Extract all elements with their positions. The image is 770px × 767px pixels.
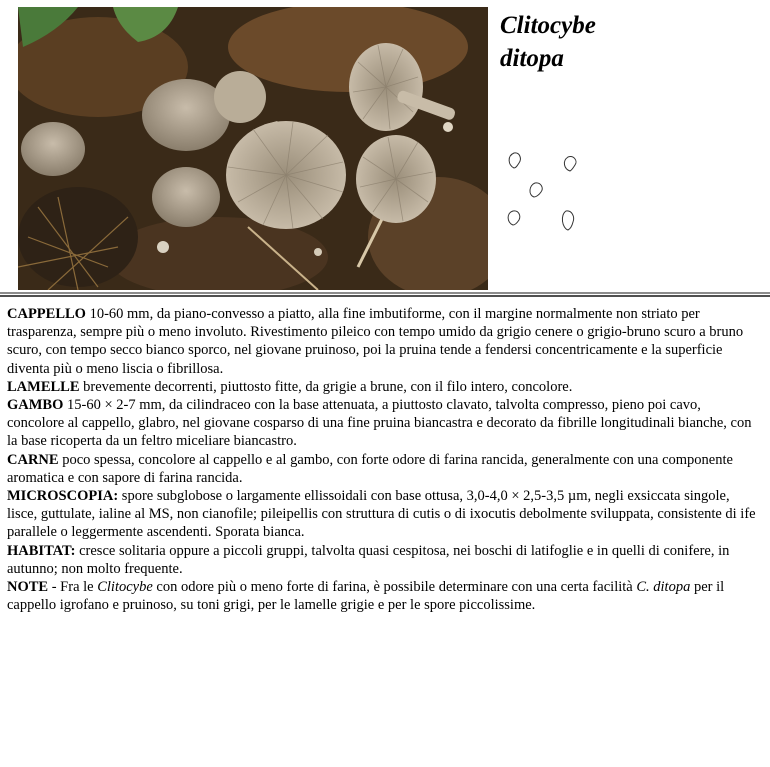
section-label: MICROSCOPIA: [7, 488, 119, 505]
species-title-epithet: ditopa [500, 45, 564, 72]
section-cappello [7, 305, 759, 378]
section-microscopia [7, 487, 759, 542]
spore-drawing [498, 145, 588, 235]
section-label: CARNE [7, 451, 59, 468]
section-label: GAMBO [7, 397, 64, 414]
mushroom-photo-icon [18, 7, 488, 290]
section-gambo [7, 396, 759, 451]
species-description [7, 305, 759, 614]
section-label: HABITAT: [7, 542, 76, 559]
section-carne [7, 451, 759, 487]
section-text: cresce solitaria oppure a piccoli gruppi, talvolta quasi cespitosa, nei boschi di latifoglie e in quelli di conifere, in autunno; non molto frequente. [7, 542, 730, 577]
section-lamelle [7, 378, 759, 396]
section-text: brevemente decorrenti, piuttosto fitte, da grigie a brune, con il filo intero, concolore. [79, 378, 573, 395]
section-label: CAPPELLO [7, 306, 86, 322]
section-text: 10-60 mm, da piano-convesso a piatto, alla fine imbutiforme, con il margine normalmente non striato per trasparenza, sempre più o meno involuto. Rivestimento pileico con tempo umido da grigio cenere o grigio-bruno scuro a bruno scuro, con tempo secco bianco sporco, nel giovane pruinoso, poi la pruina tende a fendersi concentricamente e la superficie diventa più o meno liscia o fibrillosa. [7, 306, 744, 377]
spore-outline-icon [564, 157, 576, 171]
section-label: LAMELLE [7, 378, 80, 395]
section-note [7, 578, 759, 614]
species-name: C. ditopa [636, 579, 691, 596]
section-habitat [7, 542, 759, 578]
spore-outline-icon [508, 211, 520, 225]
species-title-genus: Clitocybe [500, 12, 596, 39]
section-label: NOTE [7, 579, 49, 596]
mushroom-photo [18, 7, 488, 290]
section-text: 15-60 × 2-7 mm, da cilindraceo con la base attenuata, a piuttosto clavato, talvolta compresso, pieno poi cavo, concolore al cappello, glabro, nel giovane cosparso di una fine pruina biancastra e decorato da fibrille longitudinali bianche, con la base ricoperta da un feltro miceliare biancastro. [7, 397, 752, 450]
section-text: spore subglobose o largamente ellissoidali con base ottusa, 3,0-4,0 × 2,5-3,5 µm, negli exsiccata singole, lisce, guttulate, ialine al MS, non cianofile; pileipellis con struttura di cutis o di ixocutis debolmente sviluppata, consistente di ife parallele o leggermente ascendenti. Sporata bianca. [7, 488, 756, 541]
section-text: con odore più o meno forte di farina, è possibile determinare con una certa facilità [152, 579, 637, 596]
spore-outline-icon [509, 153, 520, 168]
section-text: - Fra le [48, 579, 98, 596]
genus-name: Clitocybe [97, 579, 153, 596]
species-title [500, 9, 596, 75]
section-text: per il cappello igrofano e pruinoso, su toni grigi, per le lamelle grigie e per le spore piccolissime. [7, 579, 725, 614]
section-divider [0, 292, 770, 297]
spore-outline-icon [530, 183, 542, 197]
spore-outline-icon [562, 211, 573, 230]
section-text: poco spessa, concolore al cappello e al gambo, con forte odore di farina rancida, generalmente con una componente aromatica e con sapore di farina rancida. [7, 451, 733, 486]
